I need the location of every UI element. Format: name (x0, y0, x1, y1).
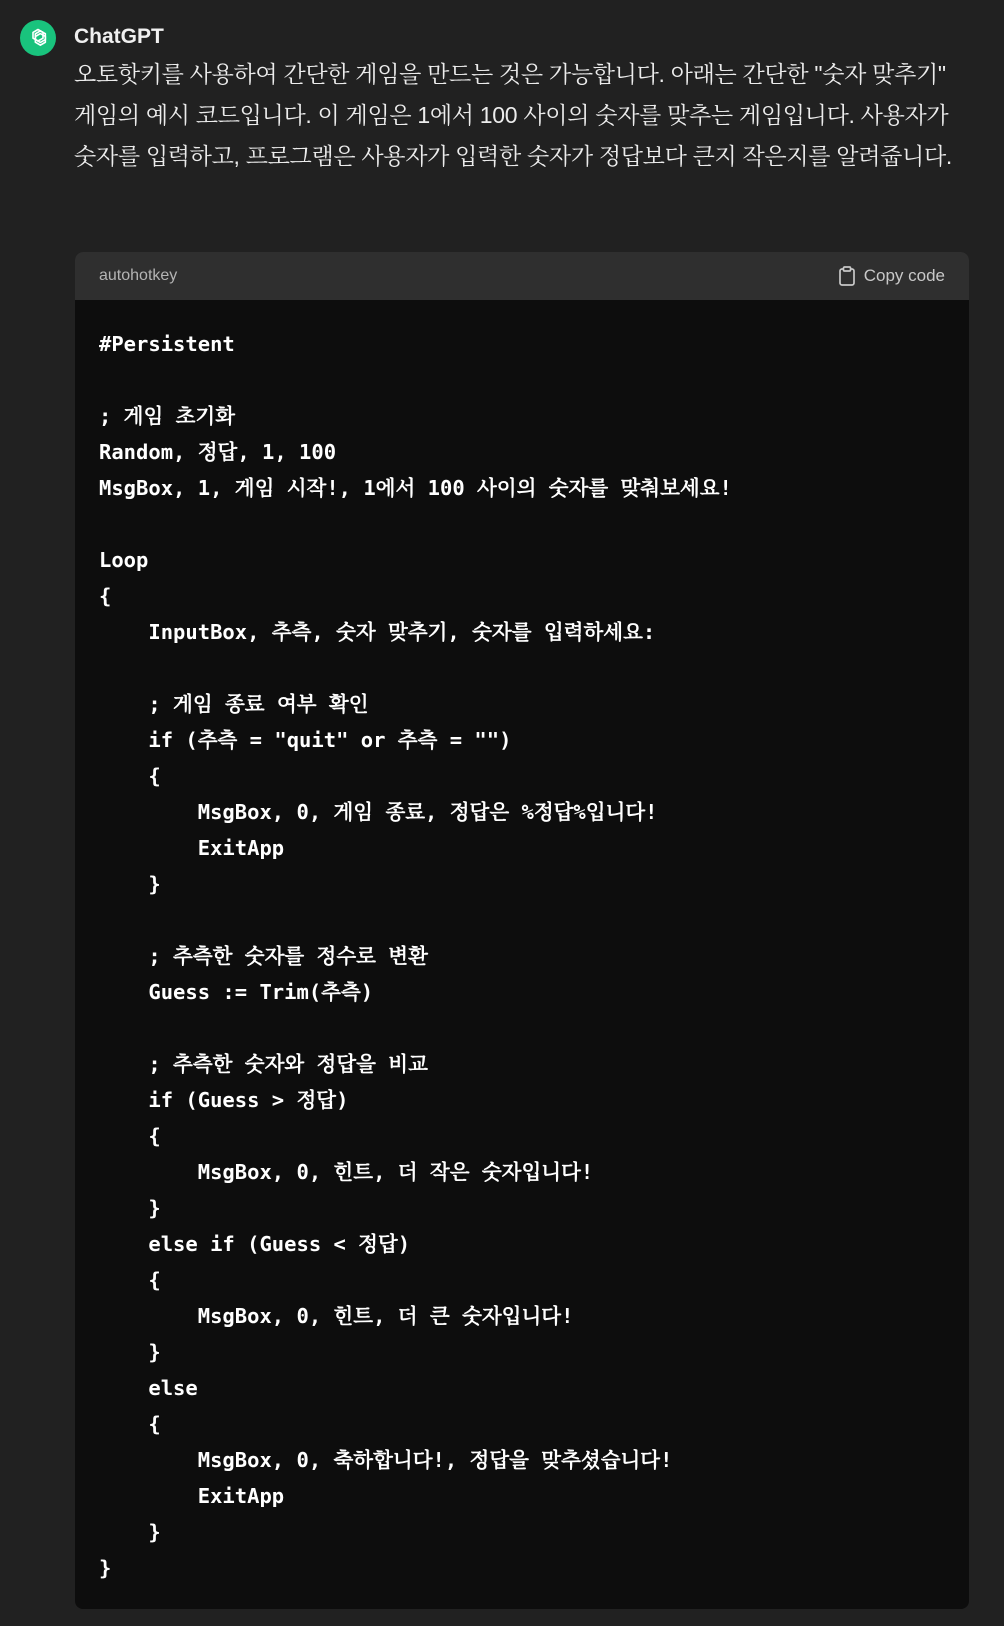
copy-code-label: Copy code (863, 266, 945, 285)
code-block (75, 252, 969, 1609)
message-paragraph: 오토핫키를 사용하여 간단한 게임을 만드는 것은 가능합니다. 아래는 간단한 "숫자 맞추기" 게임의 예시 코드입니다. 이 게임은 1에서 100 사이의 숫자를 맞추는 게임입니다. 사용자가 숫자를 입력하고, 프로그램은 사용자가 입력한 숫자가 정답보다 큰지 작은지를 알려줍니다. (74, 61, 952, 169)
openai-logo-icon (20, 20, 56, 56)
code-header (75, 252, 969, 300)
code-content: #Persistent ; 게임 초기화 Random, 정답, 1, 100 MsgBox, 1, 게임 시작!, 1에서 100 사이의 숫자를 맞춰보세요! Loop { InputBox, 추측, 숫자 맞추기, 숫자를 입력하세요: ; 게임 종료 여부 확인 if (추측 = "quit" or 추측 = "") { MsgBox, 0, 게임 종료, 정답은 %정답%입니다! ExitApp } ; 추측한 숫자를 정수로 변환 Guess := Trim(추측) ; 추측한 숫자와 정답을 비교 if (Guess > 정답) { MsgBox, 0, 힌트, 더 작은 숫자입니다! } else if (Guess < 정답) { MsgBox, 0, 힌트, 더 큰 숫자입니다! } else { MsgBox, 0, 축하합니다!, 정답을 맞추셨습니다! ExitApp } } (99, 332, 732, 1580)
message-content (74, 20, 990, 177)
copy-code-button[interactable] (838, 266, 945, 286)
code-language-label: autohotkey (99, 267, 178, 284)
clipboard-icon (838, 266, 856, 286)
author-name: ChatGPT (74, 25, 164, 48)
